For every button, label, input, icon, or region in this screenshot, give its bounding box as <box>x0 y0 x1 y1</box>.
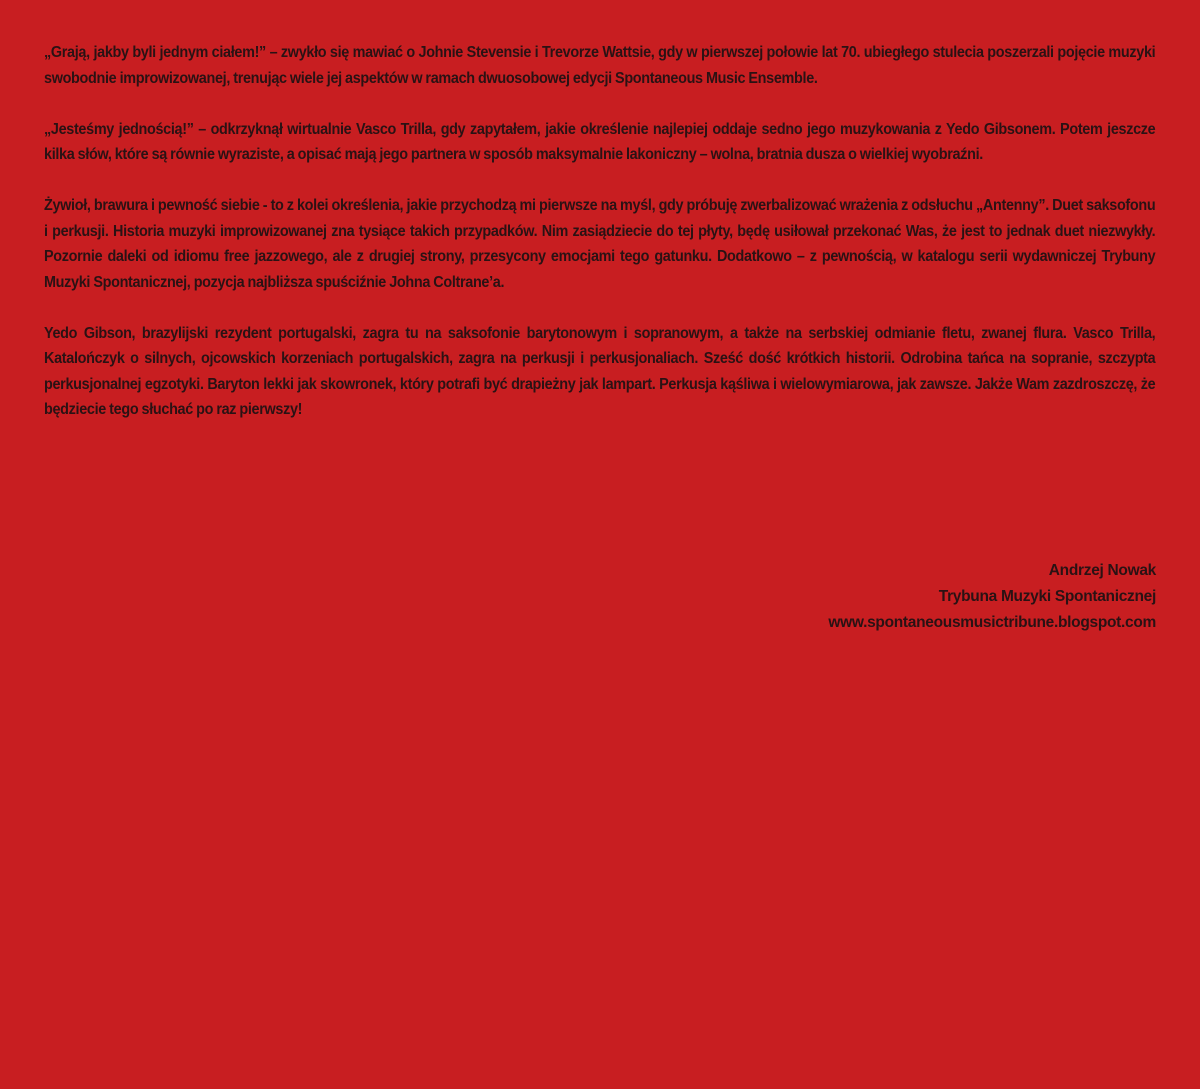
signature-block <box>828 558 1156 636</box>
paragraph-3: Żywioł, brawura i pewność siebie - to z kolei określenia, jakie przychodzą mi pierwsze na myśl, gdy próbuję zwerbalizować wrażenia z odsłuchu „Antenny”. Duet saksofonu i perkusji. Historia muzyki improwizowanej zna tysiące takich przypadków. Nim zasiądziecie do tej płyty, będę usiłował przekonać Was, że jest to jednak duet niezwykły. Pozornie daleki od idiomu free jazzowego, ale z drugiej strony, przesycony emocjami tego gatunku. Dodatkowo – z pewnością, w katalogu serii wydawniczej Trybuny Muzyki Spontanicznej, pozycja najbliższa spuściźnie Johna Coltrane’a. <box>44 197 1156 291</box>
organization-name: Trybuna Muzyki Spontanicznej <box>938 588 1156 605</box>
author-name: Andrzej Nowak <box>1048 562 1156 579</box>
paragraph-2: „Jesteśmy jednością!” – odkrzyknął wirtualnie Vasco Trilla, gdy zapytałem, jakie określenie najlepiej oddaje sedno jego muzykowania z Yedo Gibsonem. Potem jeszcze kilka słów, które są równie wyraziste, a opisać mają jego partnera w sposób maksymalnie lakoniczny – wolna, bratnia dusza o wielkiej wyobraźni. <box>44 120 1156 163</box>
paragraph-4: Yedo Gibson, brazylijski rezydent portugalski, zagra tu na saksofonie barytonowym i sopranowym, a także na serbskiej odmianie fletu, zwanej flura. Vasco Trilla, Katalończyk o silnych, ojcowskich korzeniach portugalskich, zagra na perkusji i perkusjonaliach. Sześć dość krótkich historii. Odrobina tańca na sopranie, szczypta perkusjonalnej egzotyki. Baryton lekki jak skowronek, który potrafi być drapieżny jak lampart. Perkusja kąśliwa i wielowymiarowa, jak zawsze. Jakże Wam zazdroszczę, że będziecie tego słuchać po raz pierwszy! <box>44 324 1156 418</box>
liner-notes-body <box>44 40 1155 448</box>
website-url: www.spontaneousmusictribune.blogspot.com <box>828 614 1156 631</box>
paragraph-1: „Grają, jakby byli jednym ciałem!” – zwykło się mawiać o Johnie Stevensie i Trevorze Wattsie, gdy w pierwszej połowie lat 70. ubiegłego stulecia poszerzali pojęcie muzyki swobodnie improwizowanej, trenując wiele jej aspektów w ramach dwuosobowej edycji Spontaneous Music Ensemble. <box>44 44 1156 87</box>
